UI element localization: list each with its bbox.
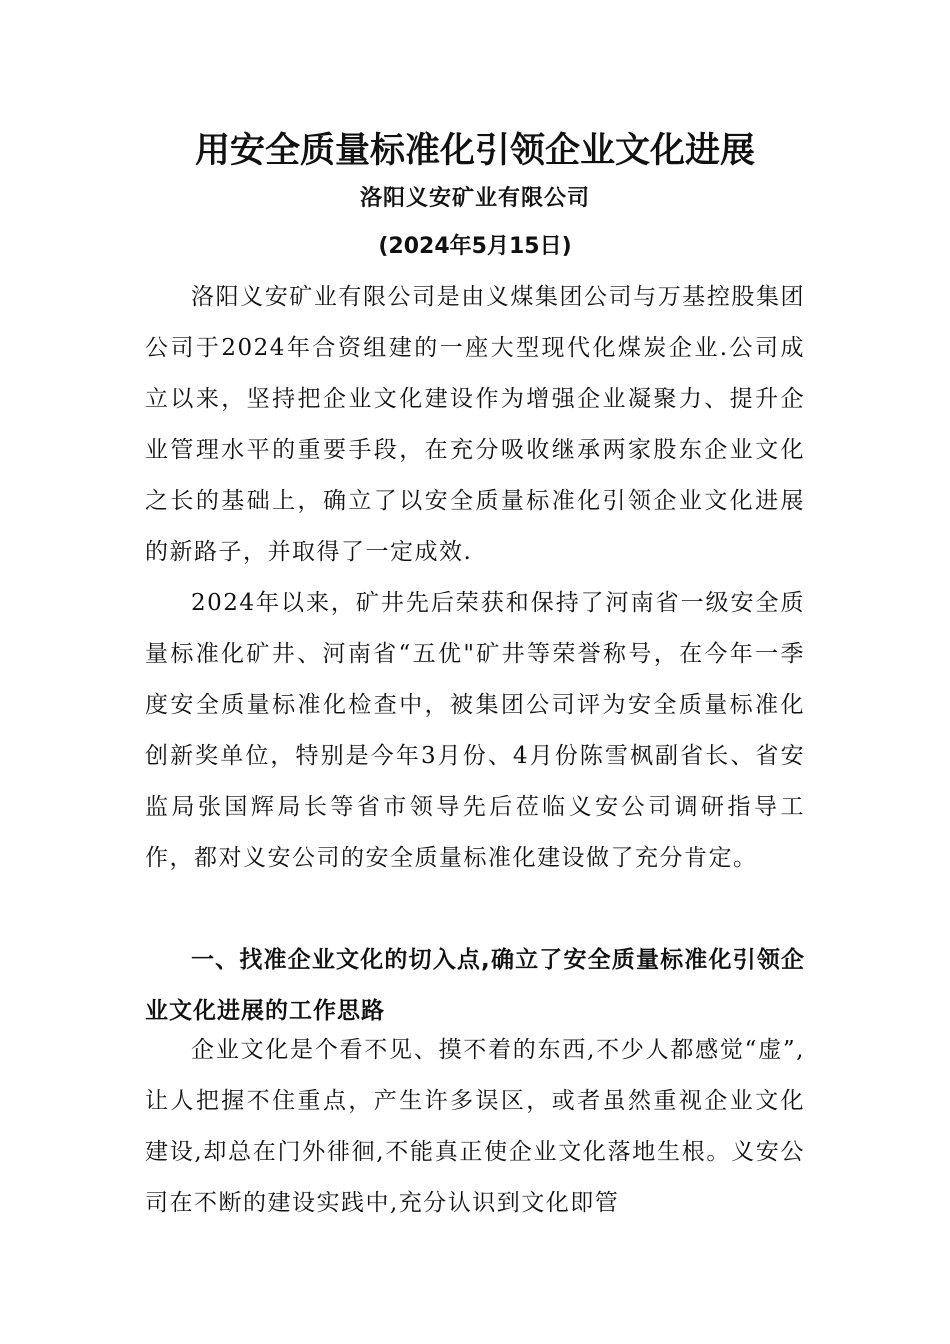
company-name: 洛阳义安矿业有限公司 bbox=[359, 186, 590, 211]
document-date: (2024年5月15日) bbox=[378, 234, 572, 259]
paragraph-honors: 2024年以来，矿井先后荣获和保持了河南省一级安全质量标准化矿井、河南省“五优"矿井等荣誉称号，在今年一季度安全质量标准化检查中，被集团公司评为安全质量标准化创新奖单位，特别是今年3月份、4月份陈雪枫副省长、省安监局张国辉局长等省市领导先后莅临义安公司调研指导工作，都对义安公司的安全质量标准化建设做了充分肯定。 bbox=[145, 590, 805, 871]
section-heading: 一、找准企业文化的切入点,确立了安全质量标准化引领企业文化进展的工作思路 bbox=[145, 947, 805, 1024]
document-title: 用安全质量标准化引领企业文化进展 bbox=[194, 131, 755, 171]
paragraph-section-one: 企业文化是个看不见、摸不着的东西,不少人都感觉“虚”,让人把握不住重点，产生许多误区，或者虽然重视企业文化建设,却总在门外徘徊,不能真正使企业文化落地生根。义安公司在不断的建设实践中,充分认识到文化即管 bbox=[145, 1037, 805, 1216]
paragraph-intro: 洛阳义安矿业有限公司是由义煤集团公司与万基控股集团公司于2024年合资组建的一座大型现代化煤炭企业.公司成立以来，坚持把企业文化建设作为增强企业凝聚力、提升企业管理水平的重要手段，在充分吸收继承两家股东企业文化之长的基础上，确立了以安全质量标准化引领企业文化进展的新路子，并取得了一定成效. bbox=[145, 284, 805, 565]
